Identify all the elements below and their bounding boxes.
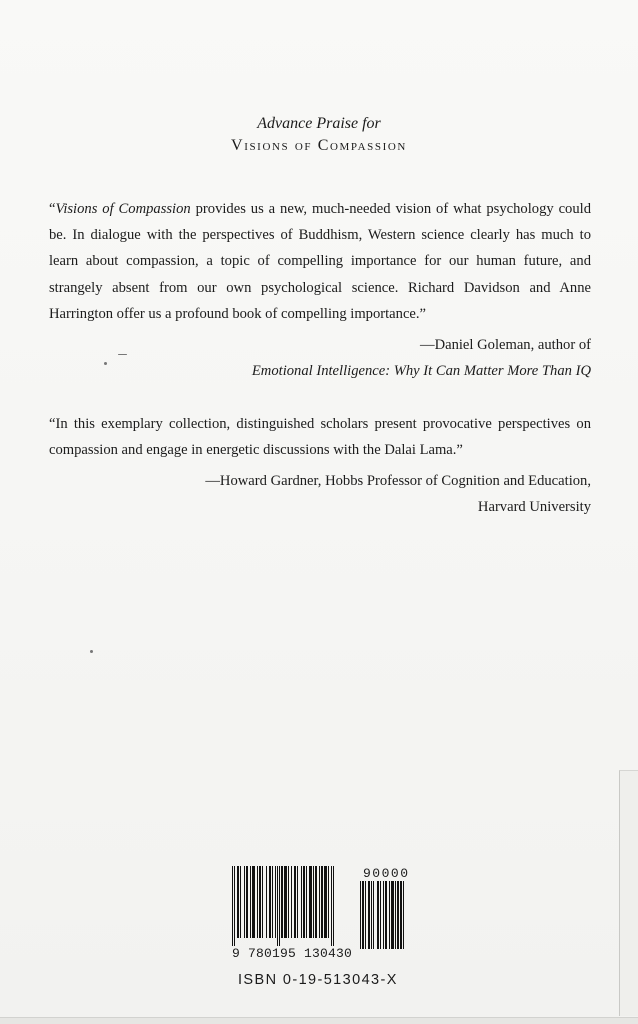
book-title: Visions of Compassion: [231, 137, 407, 154]
barcode-digits: 9 780195 130430: [232, 946, 353, 961]
praise-header: [0, 113, 638, 157]
barcode-bar: [373, 881, 374, 949]
barcode-bar: [328, 866, 329, 938]
attribution-name: —Howard Gardner, Hobbs Professor of Cognition and Education,: [205, 473, 591, 489]
barcode-bar: [315, 866, 317, 938]
goleman-attribution: [252, 332, 591, 384]
quote-open-mark: “: [49, 201, 56, 217]
barcode-bar: [259, 866, 261, 938]
barcode-bar: [309, 866, 312, 938]
barcode-bar: [257, 866, 258, 938]
barcode-bar: [301, 866, 302, 938]
barcode-bar: [277, 866, 278, 946]
goleman-quote: [49, 196, 591, 327]
barcode-bar: [275, 866, 276, 938]
barcode-bar: [284, 866, 287, 938]
quote-body: provides us a new, much-needed vision of what psychology could be. In dialogue with the perspectives of Buddhism, Western science clearly has much to learn about compassion, a topic of compelling importance for our human future, and strangely absent from our own psychological science. Richard Davidson and Anne Harrington offer us a profound book of compelling importance.”: [49, 201, 592, 322]
barcode-bar: [389, 881, 390, 949]
cover-bottom-edge: [0, 1017, 638, 1024]
barcode-bar: [395, 881, 396, 949]
barcode-bar: [403, 881, 404, 949]
quote-title-ref: Visions of Compassion: [55, 201, 191, 217]
main-barcode-bars: [232, 866, 352, 946]
barcode-bar: [262, 866, 263, 938]
barcode-bar: [319, 866, 320, 938]
barcode-bar: [331, 866, 332, 946]
barcode-bar: [291, 866, 292, 938]
addon-barcode-bars: [360, 881, 420, 949]
barcode-bar: [269, 866, 271, 938]
barcode-addon-number: 90000: [363, 866, 410, 881]
print-speck: [90, 650, 93, 653]
gardner-attribution: [205, 468, 591, 520]
barcode-bar: [252, 866, 255, 938]
barcode-bar: [391, 881, 394, 949]
barcode-bar: [397, 881, 399, 949]
barcode-bar: [385, 881, 387, 949]
barcode-bar: [232, 866, 233, 946]
barcode-bar: [288, 866, 289, 938]
barcode-bar: [365, 881, 366, 949]
barcode-bar: [281, 866, 283, 938]
barcode-bar: [321, 866, 323, 938]
barcode-bar: [279, 866, 280, 946]
barcode-bar: [368, 881, 370, 949]
cover-flap-edge: [619, 770, 638, 1016]
barcode-bar: [377, 881, 379, 949]
attribution-name: —Daniel Goleman, author of: [419, 337, 591, 353]
barcode-bar: [297, 866, 298, 938]
isbn-barcode: [232, 866, 422, 964]
print-speck: [104, 362, 107, 365]
barcode-bar: [333, 866, 334, 946]
barcode-bar: [324, 866, 327, 938]
barcode-bar: [240, 866, 241, 938]
barcode-bar: [380, 881, 381, 949]
barcode-bar: [272, 866, 273, 938]
barcode-bar: [303, 866, 305, 938]
advance-praise-label: Advance Praise for: [257, 115, 381, 132]
barcode-bar: [306, 866, 307, 938]
barcode-bar: [244, 866, 245, 938]
barcode-bar: [246, 866, 248, 938]
barcode-bar: [371, 881, 372, 949]
attribution-affiliation: Harvard University: [477, 499, 591, 516]
barcode-bar: [383, 881, 384, 949]
isbn-number: ISBN 0-19-513043-X: [238, 972, 398, 988]
quote-body: “In this exemplary collection, distinguished scholars present provocative perspectives on compassion and engage in energetic discussions with the Dalai Lama.”: [49, 416, 591, 459]
barcode-bar: [266, 866, 267, 938]
barcode-bar: [362, 881, 364, 949]
barcode-bar: [313, 866, 314, 938]
barcode-bar: [234, 866, 235, 946]
barcode-bar: [237, 866, 239, 938]
print-speck: [118, 354, 127, 355]
barcode-bar: [400, 881, 402, 949]
attribution-book: Emotional Intelligence: Why It Can Matter More Than IQ: [251, 363, 591, 380]
barcode-bar: [250, 866, 251, 938]
barcode-bar: [360, 881, 361, 949]
gardner-quote: [49, 411, 591, 463]
barcode-bar: [294, 866, 296, 938]
